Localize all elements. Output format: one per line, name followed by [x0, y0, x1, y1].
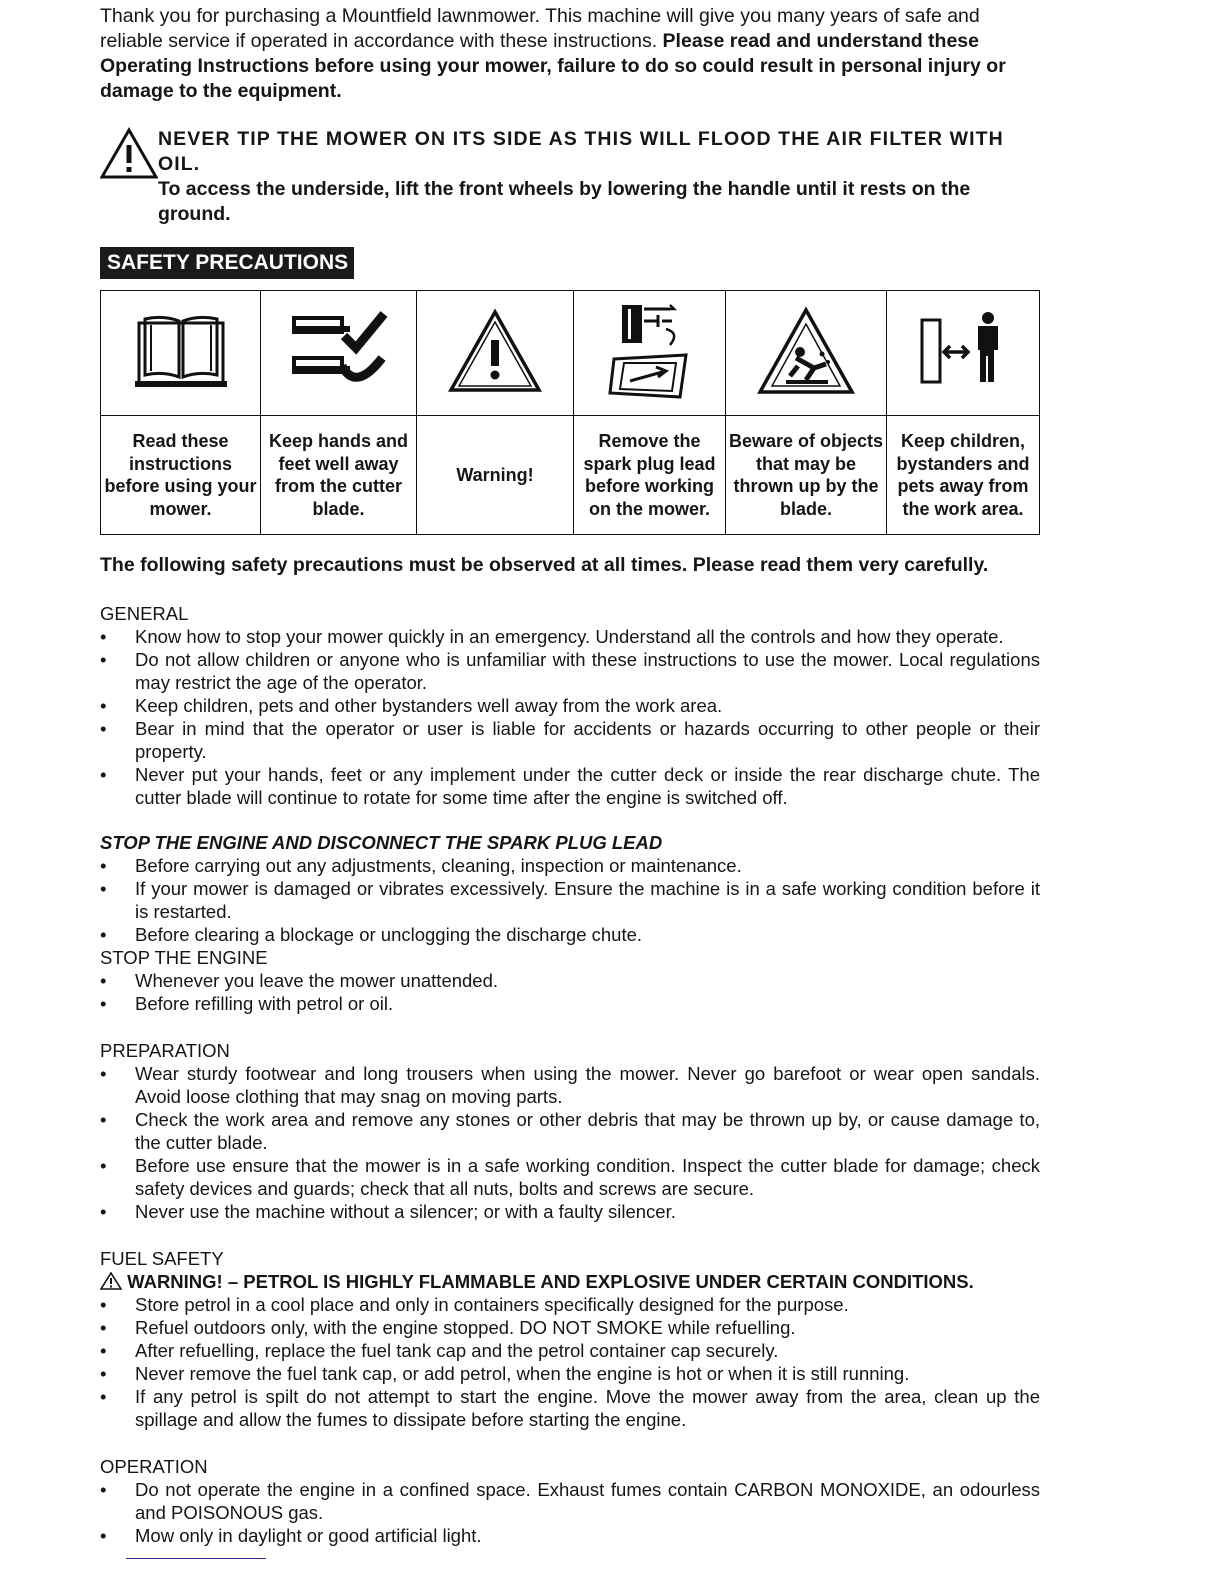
section-preparation: [100, 1039, 1040, 1223]
icon-caption: Read these instructions before using your mower.: [101, 416, 261, 535]
section-operation: [100, 1455, 1040, 1547]
list-item: • If your mower is damaged or vibrates excessively. Ensure the machine is in a safe working condition before it is restarted.: [100, 877, 1040, 923]
section-general: [100, 602, 1040, 809]
keep-bystanders-away-icon: [908, 306, 1018, 396]
list-item: • Before use ensure that the mower is in a safe working condition. Inspect the cutter blade for damage; check safety devices and guards; check that all nuts, bolts and screws are secure.: [100, 1154, 1040, 1200]
list-item: • Before clearing a blockage or unclogging the discharge chute.: [100, 923, 1040, 946]
intro-paragraph: [100, 4, 1040, 104]
icon-cell-thrown-objects: [726, 291, 887, 416]
intro-bold: Please read and understand these Operating Instructions before using your mower, failure to do so could result in personal injury or damage to the equipment.: [100, 30, 1006, 102]
icon-caption: Remove the spark plug lead before working on the mower.: [574, 416, 726, 535]
section-title: STOP THE ENGINE AND DISCONNECT THE SPARK PLUG LEAD: [100, 832, 663, 853]
fuel-warning-text: WARNING! – PETROL IS HIGHLY FLAMMABLE AND EXPLOSIVE UNDER CERTAIN CONDITIONS.: [127, 1271, 974, 1292]
list-item: • Refuel outdoors only, with the engine stopped. DO NOT SMOKE while refuelling.: [100, 1316, 1040, 1339]
list-item: • Never remove the fuel tank cap, or add petrol, when the engine is hot or when it is still running.: [100, 1362, 1040, 1385]
list-item: • Never use the machine without a silencer; or with a faulty silencer.: [100, 1200, 1040, 1223]
section-title: FUEL SAFETY: [100, 1248, 224, 1269]
safety-precautions-header: SAFETY PRECAUTIONS: [100, 247, 354, 279]
icon-caption: Keep hands and feet well away from the cutter blade.: [261, 416, 417, 535]
list-item: • Mow only in daylight or good artificial light.: [100, 1524, 1040, 1547]
section-title: GENERAL: [100, 603, 189, 624]
list-item: • If any petrol is spilt do not attempt to start the engine. Move the mower away from the area, clean up the spillage and allow the fumes to dissipate before starting the engine.: [100, 1385, 1040, 1431]
list-item: • Before refilling with petrol or oil.: [100, 992, 1040, 1015]
precautions-lead: The following safety precautions must be observed at all times. Please read them very carefully.: [100, 554, 989, 576]
list-item: • Wear sturdy footwear and long trousers when using the mower. Never go barefoot or wear open sandals. Avoid loose clothing that may snag on moving parts.: [100, 1062, 1040, 1108]
book-icon: [131, 311, 231, 391]
icon-caption: Beware of objects that may be thrown up by the blade.: [726, 416, 887, 535]
section-stop-disconnect: [100, 831, 1040, 946]
list-item: • After refuelling, replace the fuel tank cap and the petrol container cap securely.: [100, 1339, 1040, 1362]
warning-triangle-icon: [447, 308, 543, 394]
manual-page: [100, 4, 1040, 1547]
tip-warning: [100, 127, 1040, 227]
icon-cell-hands-feet: [261, 291, 417, 416]
section-stop-engine: [100, 946, 1040, 1015]
list-item: • Do not operate the engine in a confined space. Exhaust fumes contain CARBON MONOXIDE, an odourless and POISONOUS gas.: [100, 1478, 1040, 1524]
hands-feet-blade-icon: [284, 306, 394, 396]
tip-line-2: To access the underside, lift the front wheels by lowering the handle until it rests on the ground.: [158, 178, 971, 225]
section-title: PREPARATION: [100, 1040, 230, 1061]
fuel-warning: [100, 1270, 1040, 1293]
tip-line-1: NEVER TIP THE MOWER ON ITS SIDE AS THIS WILL FLOOD THE AIR FILTER WITH OIL.: [158, 128, 1004, 175]
list-item: • Know how to stop your mower quickly in an emergency. Understand all the controls and how they operate.: [100, 625, 1040, 648]
list-item: • Bear in mind that the operator or user is liable for accidents or hazards occurring to other people or their property.: [100, 717, 1040, 763]
list-item: • Keep children, pets and other bystanders well away from the work area.: [100, 694, 1040, 717]
section-title: STOP THE ENGINE: [100, 947, 268, 968]
icon-cell-keep-away: [887, 291, 1040, 416]
list-item: • Never put your hands, feet or any implement under the cutter deck or inside the rear discharge chute. The cutter blade will continue to rotate for some time after the engine is switched off.: [100, 763, 1040, 809]
list-item: • Before carrying out any adjustments, cleaning, inspection or maintenance.: [100, 854, 1040, 877]
warning-triangle-icon: [100, 127, 158, 179]
list-item: • Do not allow children or anyone who is unfamiliar with these instructions to use the mower. Local regulations may restrict the age of the operator.: [100, 648, 1040, 694]
list-item: • Check the work area and remove any stones or other debris that may be thrown up by, or cause damage to, the cutter blade.: [100, 1108, 1040, 1154]
icon-caption: Warning!: [417, 416, 574, 535]
thrown-objects-icon: [756, 306, 856, 396]
section-title: OPERATION: [100, 1456, 208, 1477]
warning-triangle-icon: [100, 1272, 122, 1290]
list-item: • Store petrol in a cool place and only in containers specifically designed for the purpose.: [100, 1293, 1040, 1316]
spark-plug-manual-icon: [600, 301, 700, 401]
icon-caption: Keep children, bystanders and pets away from the work area.: [887, 416, 1040, 535]
footer-rule: [126, 1558, 266, 1559]
section-fuel-safety: [100, 1247, 1040, 1431]
icon-cell-spark-plug: [574, 291, 726, 416]
intro-plain: Thank you for purchasing a Mountfield lawnmower. This machine will give you many years of safe and reliable service if operated in accordance with these instructions.: [100, 5, 980, 52]
list-item: • Whenever you leave the mower unattended.: [100, 969, 1040, 992]
safety-icons-table: [100, 290, 1040, 535]
icon-cell-book: [101, 291, 261, 416]
icon-cell-warning: [417, 291, 574, 416]
